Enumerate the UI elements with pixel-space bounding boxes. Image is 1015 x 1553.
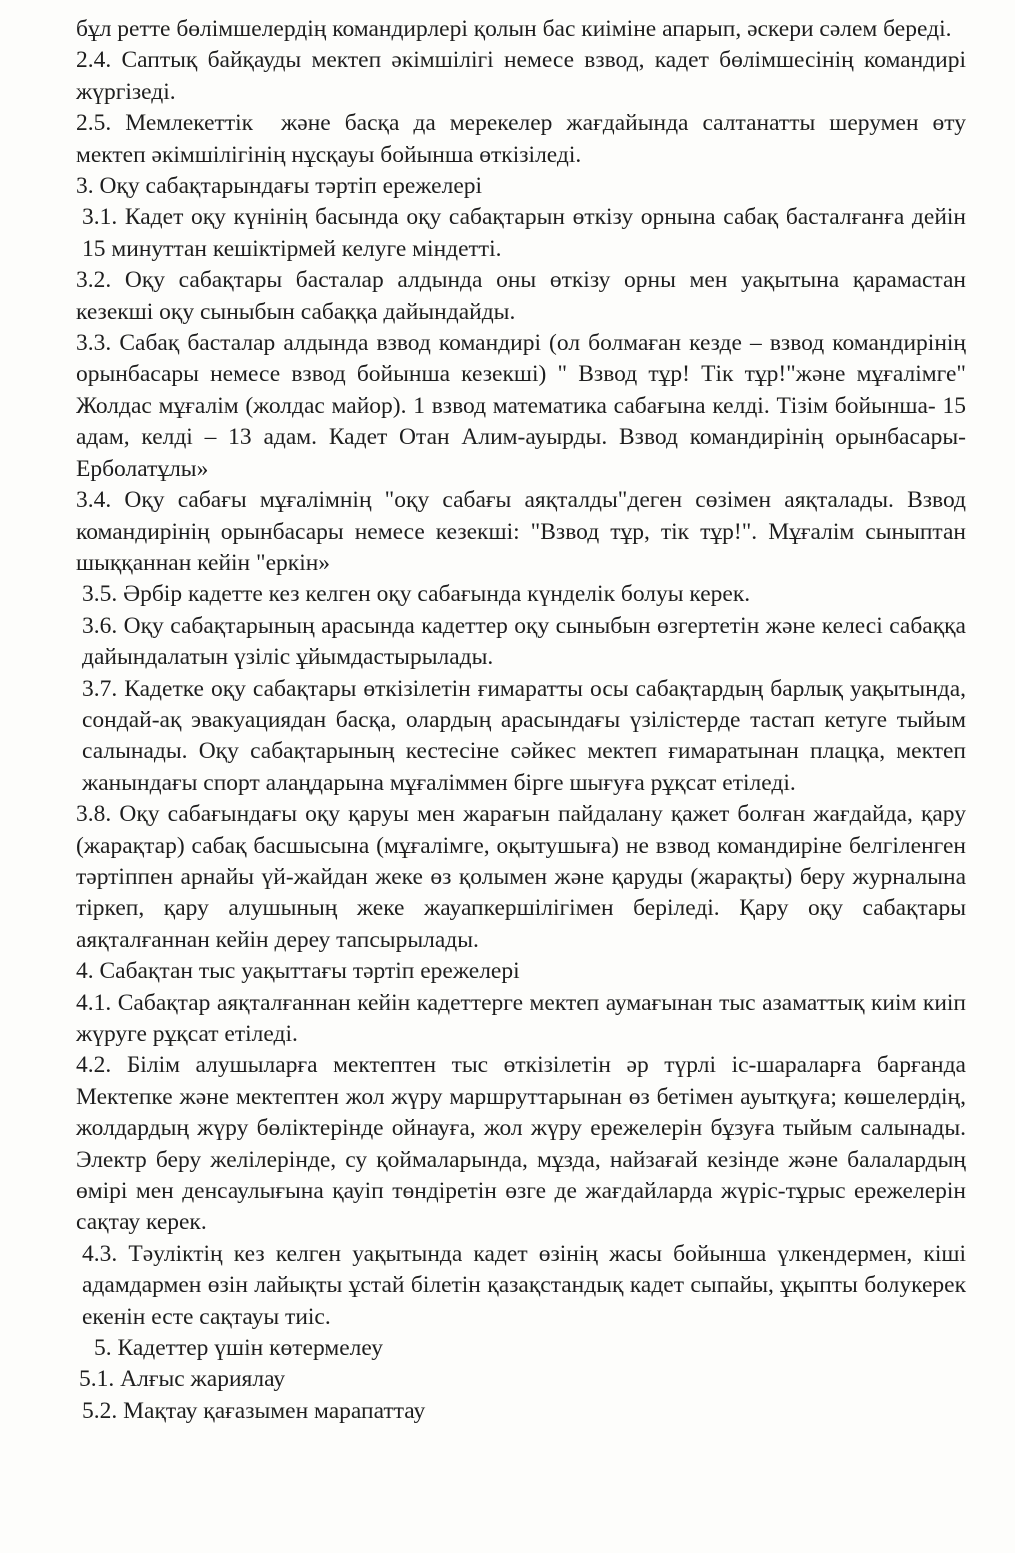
paragraph-3-8: 3.8. Оқу сабағындағы оқу қаруы мен жарағын пайдалану қажет болған жағдайда, қару (жарақтар) сабақ басшысына (мұғалімге, оқытушыға) не взвод командиріне белгіленген тәртіппен арнайы үй-жайдан жеке өз қолымен және қаруды (жарақты) беру журналына тіркеп, қару алушының жеке жауапкершілігімен беріледі. Қару оқу сабақтары аяқталғаннан кейін дереу тапсырылады. <box>76 801 972 953</box>
paragraph-5-2: 5.2. Мақтау қағазымен марапаттау <box>82 1397 426 1424</box>
paragraph-4-3: 4.3. Тәуліктің кез келген уақытында кадет өзінің жасы бойынша үлкендермен, кіші адамдармен өзін лайықты ұстай білетін қазақстандық кадет сыпайы, ұқыпты болукерек екенін есте сақтауы тиіс. <box>82 1240 978 1330</box>
paragraph-3-1: 3.1. Кадет оқу күнінің басында оқу сабақтарын өткізу орнына сабақ басталғанға дейін 15 минуттан кешіктірмей келуге міндетті. <box>82 204 972 262</box>
paragraph-4-2: 4.2. Білім алушыларға мектептен тыс өткізілетін әр түрлі іс-шараларға барғанда Мектепке және мектептен жол жүру маршруттарынан өз бетімен ауытқуға; көшелердің, жолдардың жүру бөліктерінде ойнауға, жол жүру ережелерін бұзуға тыйым салынады. Электр беру желілерінде, су қоймаларында, мұзда, найзағай кезінде және балалардың өмірі мен денсаулығына қауіп төндіретін өзге де жағдайларда жүріс-тұрыс ережелерін сақтау керек. <box>76 1052 972 1236</box>
paragraph-3-3: 3.3. Сабақ басталар алдында взвод командирі (ол болмаған кезде – взвод командирінің орынбасары немесе взвод бойынша кезекші) " Взвод тұр! Тік тұр!"және мұғалімге" Жолдас мұғалім (жолдас майор). 1 взвод математика сабағына келді. Тізім бойынша- 15 адам, келді – 13 адам. Кадет Отан Алим-ауырды. Взвод командирінің орынбасары-Ерболатұлы» <box>76 330 972 482</box>
section-heading-3: 3. Оқу сабақтарындағы тәртіп ережелері <box>76 173 483 200</box>
paragraph-2-5: 2.5. Мемлекеттік және басқа да мерекелер жағдайында салтанатты шерумен өту мектеп әкімшілігінің нұсқауы бойынша өткізіледі. <box>76 110 978 168</box>
paragraph-3-6: 3.6. Оқу сабақтарының арасында кадеттер оқу сыныбын өзгертетін және келесі сабаққа дайындалатын үзіліс ұйымдастырылады. <box>82 612 972 671</box>
paragraph-5-1: 5.1. Алғыс жариялау <box>79 1366 286 1393</box>
paragraph-3-2: 3.2. Оқу сабақтары басталар алдында оны өткізу орны мен уақытына қарамастан кезекші оқу сыныбын сабаққа дайындайды. <box>76 267 972 325</box>
paragraph-2-4: 2.4. Саптық байқауды мектеп әкімшілігі немесе взвод, кадет бөлімшесінің командирі жүргізеді. <box>76 47 972 105</box>
paragraph-continuation: бұл ретте бөлімшелердің командирлері қолын бас киіміне апарып, әскери сәлем береді. <box>76 16 952 42</box>
paragraph-4-1: 4.1. Сабақтар аяқталғаннан кейін кадеттерге мектеп аумағынан тыс азаматтық киім киіп жүруге рұқсат етіледі. <box>76 989 972 1047</box>
section-heading-5: 5. Кадеттер үшін көтермелеу <box>94 1335 383 1362</box>
paragraph-3-5: 3.5. Әрбір кадетте кез келген оқу сабағында күнделік болуы керек. <box>82 581 751 608</box>
section-heading-4: 4. Сабақтан тыс уақыттағы тәртіп ережелері <box>76 958 520 985</box>
paragraph-3-4: 3.4. Оқу сабағы мұғалімнің "оқу сабағы аяқталды"деген сөзімен аяқталады. Взвод командирінің орынбасары немесе кезекші: "Взвод тұр, тік тұр!". Мұғалім сыныптан шыққаннан кейін "еркін» <box>76 487 972 576</box>
paragraph-3-7: 3.7. Кадетке оқу сабақтары өткізілетін ғимаратты осы сабақтардың барлық уақытында, сондай-ақ эвакуациядан басқа, олардың арасындағы үзілістерде тастап кетуге тыйым салынады. Оқу сабақтарының кестесіне сәйкес мектеп ғимаратынан плацқа, мектеп жанындағы спорт алаңдарына мұғаліммен бірге шығуға рұқсат етіледі. <box>82 675 972 796</box>
document-body <box>76 14 978 1427</box>
